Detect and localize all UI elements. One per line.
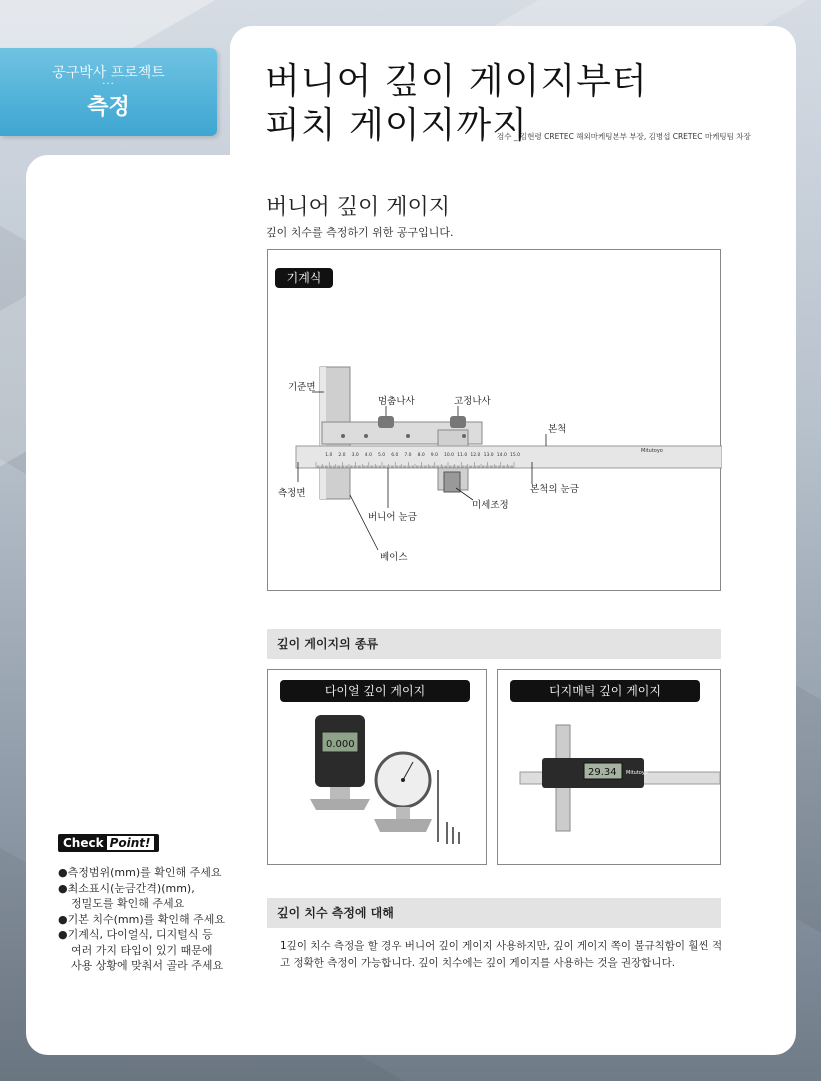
check-item: 정밀도를 확인해 주세요 [71,897,185,910]
check-item: 사용 상황에 맞춰서 골라 주세요 [71,959,224,972]
check-item: ●최소표시(눈금간격)(mm), [58,881,195,895]
label-fine-adjust: 미세조정 [472,500,509,511]
scale-number: 6.0 [391,453,399,458]
scale-number: 13.0 [483,453,494,458]
scale-number: 10.0 [444,453,455,458]
tab-dots: ··· [102,79,115,90]
diagram-box [267,249,721,591]
digimatic-readout: 29.34 [588,767,617,778]
label-clamp-screw: 멈춤나사 [378,396,415,407]
about-section-bar: 깊이 치수 측정에 대해 [267,898,721,928]
scale-number: 15.0 [510,453,521,458]
scale-number: 7.0 [404,453,412,458]
check-item: ●기계식, 다이얼식, 디지털식 등 [58,928,213,941]
digimatic-brand: Mitutoyo [626,770,648,776]
types-section-bar: 깊이 게이지의 종류 [267,629,721,659]
credits: 검수 _ 김현령 CRETEC 해외마케팅본부 부장, 김병섭 CRETEC 마케팅팀 차장 [497,132,751,141]
scale-number: 11.0 [457,453,468,458]
scale-number: 5.0 [378,453,386,458]
digimatic-depth-gauge-box [497,669,721,865]
scale-number: 1.0 [325,453,333,458]
tab-subtitle: 공구박사 프로젝트 [52,65,165,81]
scale-number: 12.0 [470,453,481,458]
check-point-badge [58,834,159,852]
dial-depth-gauge-image [268,670,486,864]
check-point-badge-b: Point! [107,836,154,850]
section-title: 버니어 깊이 게이지 [266,195,451,220]
scale-number: 9.0 [430,453,438,458]
page-title-line2: 피치 게이지까지 [265,105,528,146]
check-item: 여러 가지 타입이 있기 때문에 [71,943,213,957]
digimatic-depth-gauge-image [498,670,720,864]
label-main-scale-graduation: 본척의 눈금 [530,484,579,495]
scale-number: 8.0 [417,453,425,458]
clamp-screw-shape [378,416,394,428]
mechanical-badge: 기계식 [275,268,333,288]
tab-title: 측정 [87,95,130,120]
scale-number: 4.0 [364,453,372,458]
check-point-list [58,865,258,974]
scale-number: 14.0 [496,453,507,458]
digimatic-depth-gauge-label: 디지매틱 깊이 게이지 [510,680,700,702]
page-title-line1: 버니어 깊이 게이지부터 [265,61,648,102]
digital-indicator-readout: 0.000 [326,739,355,750]
label-vernier-scale: 버니어 눈금 [368,512,417,523]
dial-depth-gauge-box [267,669,487,865]
scale-number: 2.0 [338,453,346,458]
scale-number: 3.0 [351,453,359,458]
about-text: 1깊이 치수 측정을 할 경우 버니어 깊이 게이지 사용하지만, 깊이 게이지 쪽이 불규칙함이 훨씬 적고 정확한 측정이 가능합니다. 깊이 치수에는 깊이 게이지를 사용하는 것을 권장합니다. [280,940,723,969]
category-tab [0,48,217,136]
brand-text: Mitutoyo [641,448,663,454]
check-point-badge-a: Check [63,836,104,850]
label-base: 베이스 [380,552,408,563]
label-fixed-screw: 고정나사 [454,396,491,407]
label-main-scale: 본척 [548,424,567,435]
check-item: ●기본 치수(mm)를 확인해 주세요 [58,912,225,926]
dial-depth-gauge-label: 다이얼 깊이 게이지 [280,680,470,702]
section-description: 깊이 치수를 측정하기 위한 공구입니다. [266,226,454,239]
vernier-depth-gauge-diagram [268,250,722,592]
label-reference-face: 기준면 [288,382,316,393]
fixed-screw-shape [450,416,466,428]
check-item: ●측정범위(mm)를 확인해 주세요 [58,866,222,879]
label-measuring-face: 측정면 [278,488,306,499]
